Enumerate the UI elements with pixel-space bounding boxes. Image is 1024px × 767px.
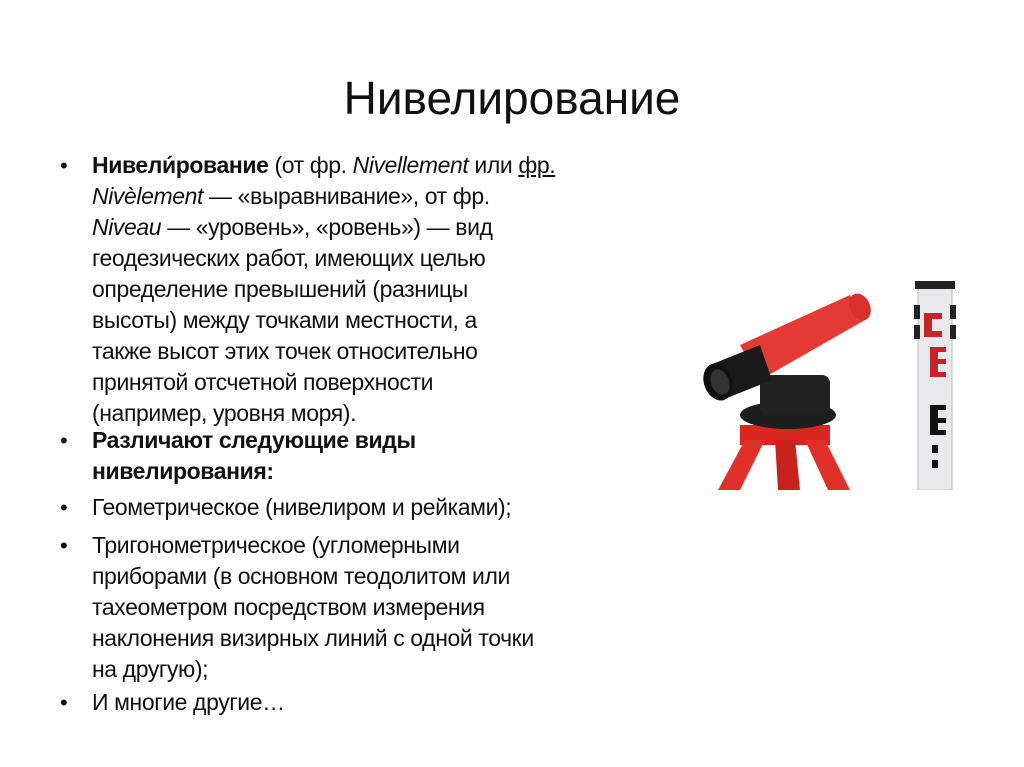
text: (от фр.	[268, 152, 353, 178]
level-body-icon	[700, 290, 875, 429]
bullet-marker: •	[60, 533, 68, 558]
text-line: Различают следующие виды	[92, 427, 416, 453]
text-line: И многие другие…	[92, 689, 285, 715]
text-line: Тригонометрическое (угломерными	[92, 532, 460, 558]
bullet-marker: •	[60, 428, 68, 453]
leveling-rod-icon	[914, 281, 956, 490]
text-line: геодезических работ, имеющих целью	[92, 245, 486, 271]
foreign-word: Niveau	[92, 214, 162, 240]
text: — «уровень», «ровень») — вид	[161, 214, 493, 240]
text-line: также высот этих точек относительно	[92, 338, 478, 364]
bullet-marker: •	[60, 690, 68, 715]
text-line: тахеометром посредством измерения	[92, 594, 485, 620]
text-line: нивелирования:	[92, 458, 274, 484]
link-fr[interactable]: фр.	[518, 152, 556, 178]
text-line: Геометрическое (нивелиром и рейками);	[92, 494, 512, 520]
bullet-marker: •	[60, 153, 68, 178]
text-line: наклонения визирных линий с одной точки	[92, 625, 534, 651]
bullet-marker: •	[60, 495, 68, 520]
tripod-icon	[718, 425, 850, 490]
text-line: (например, уровня моря).	[92, 400, 357, 426]
text-line: принятой отсчетной поверхности	[92, 369, 434, 395]
text-line: на другую);	[92, 656, 209, 682]
text-line: высоты) между точками местности, а	[92, 307, 477, 333]
level-instrument-image	[700, 275, 970, 490]
text: или	[468, 152, 519, 178]
foreign-word: Nivèlement	[92, 183, 204, 209]
text: — «выравнивание», от фр.	[203, 183, 490, 209]
slide-title: Нивелирование	[343, 72, 681, 124]
text-line: определение превышений (разницы	[92, 276, 468, 302]
text-line: приборами (в основном теодолитом или	[92, 563, 510, 589]
term: Нивели́рование	[92, 152, 269, 178]
foreign-word: Nivellement	[352, 152, 469, 178]
